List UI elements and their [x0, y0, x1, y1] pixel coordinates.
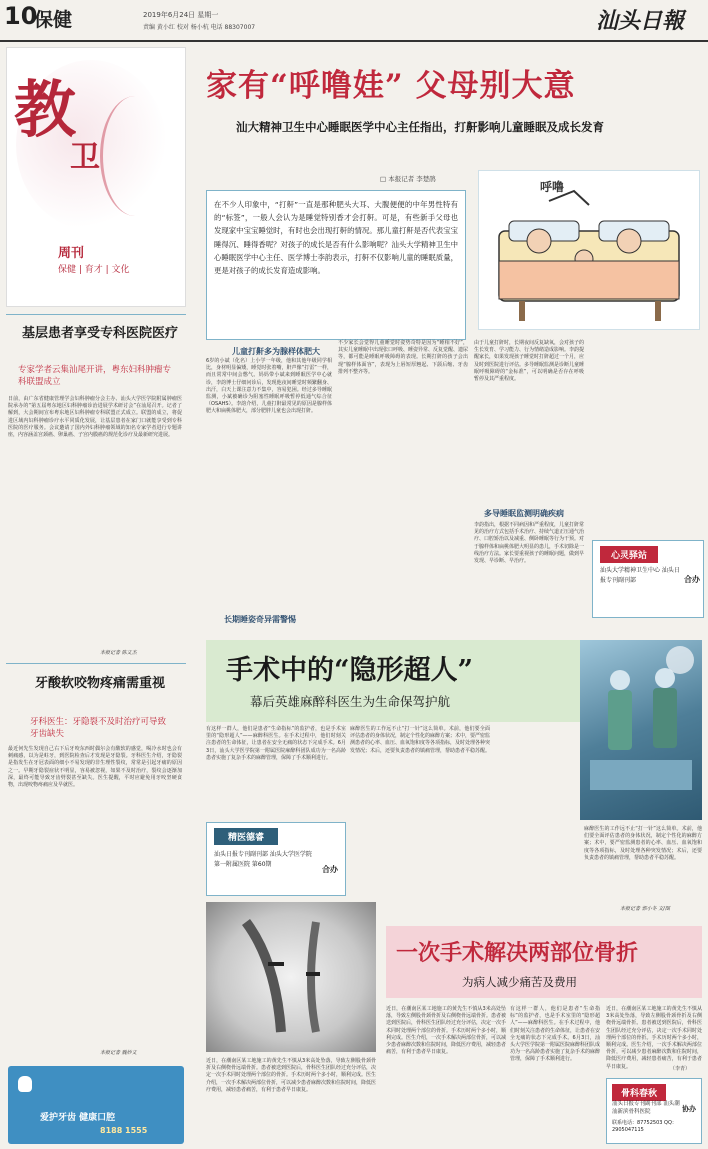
masthead-tags: 保健 | 育才 | 文化: [58, 265, 130, 275]
masthead-swirl-icon: [100, 96, 170, 216]
a1-subtitle: 专家学者云集汕尾开讲，粤东妇科肿瘤专科联盟成立: [18, 365, 172, 387]
issue-date: 2019年6月24日 星期一: [143, 11, 219, 19]
surgery-body1: 有这样一群人，他们是患者“生命指标”的监护者，也是手术室里的“隐形超人”——麻醉科医生。在手术过程中，他们时刻关注患者的生命体征，让患者在安全无痛的状态下完成手术。6月3日，汕头大学医学院第一附属医院麻醉科团队成功为一名高龄患者实施了复杂手术的麻醉管理，保障了手术顺利进行。: [206, 726, 346, 761]
surgery-subtitle: 幕后英雄麻醉科医生为生命保驾护航: [250, 694, 451, 709]
lead-body4b: [590, 340, 702, 540]
a1-title: 基层患者享受专科医院医疗: [21, 326, 178, 341]
masthead-char-main: 教: [14, 73, 77, 146]
lead-sub2: 长期睡姿奇异需警惕: [224, 615, 296, 624]
left-col-divider: [6, 314, 186, 315]
a2-byline: 本报记者 魏妙文: [100, 1050, 137, 1056]
fracture-body4: 近日，在潮南区某工地施工的黄先生不慎从3米高处坠落，导致左侧股骨颈骨折及右侧桡骨远端骨折。患者被送到医院后，骨科医生团队经过充分评估，决定一次手术同时处理两个部位的骨折。手术历时两个多小时，顺利完成。医生介绍，一次手术解决两部位骨折，可以减少患者麻醉次数和住院时间，降低医疗费用，减轻患者痛苦，有利于患者早日康复。: [606, 1006, 702, 1070]
fracture-byline: （李青）: [670, 1066, 691, 1072]
lead-subtitle: 汕大精神卫生中心睡眠医学中心主任指出，打鼾影响儿童睡眠及成长发育: [236, 120, 604, 134]
fracture-body3: 有这样一群人，他们是患者“生命指标”的监护者，也是手术室里的“隐形超人”——麻醉科医生。在手术过程中，他们时刻关注患者的生命体征，让患者在安全无痛的状态下完成手术。6月3日，汕头大学医学院第一附属医院麻醉科团队成功为一名高龄患者实施了复杂手术的麻醉管理，保障了手术顺利进行。: [510, 1006, 601, 1063]
xinling-org: 合办: [684, 575, 700, 584]
jingyi-label: 精医德睿: [214, 828, 278, 845]
guke-org: 协办: [682, 1105, 696, 1113]
lead-body2: 不少家长会觉得儿童睡觉时姿势奇特是因为“睡相不好”，其实儿童睡眠中出现张口呼吸、睡姿异常、反复觉醒、遗尿等，都可能是睡眠呼吸障碍的表现。长期打鼾的孩子会出现“腺样体面容”，表现为上唇短厚翘起、下颌后缩、牙齿排列不整齐等。: [338, 340, 469, 375]
xinling-label: 心灵驿站: [600, 546, 658, 563]
fracture-body: 近日，在潮南区某工地施工的黄先生不慎从3米高处坠落，导致左侧股骨颈骨折及右侧桡骨远端骨折。患者被送到医院后，骨科医生团队经过充分评估，决定一次手术同时处理两个部位的骨折。手术历时两个多小时，顺利完成。医生介绍，一次手术解决两部位骨折，可以减少患者麻醉次数和住院时间，降低医疗费用，减轻患者痛苦，有利于患者早日康复。: [206, 1058, 377, 1093]
fracture-body2: 近日，在潮南区某工地施工的黄先生不慎从3米高处坠落，导致左侧股骨颈骨折及右侧桡骨远端骨折。患者被送到医院后，骨科医生团队经过充分评估，决定一次手术同时处理两个部位的骨折。手术历时两个多小时，顺利完成。医生介绍，一次手术解决两部位骨折，可以减少患者麻醉次数和住院时间，降低医疗费用，减轻患者痛苦，有利于患者早日康复。: [386, 1006, 507, 1056]
a2-title: 牙酸软咬物疼痛需重视: [34, 676, 165, 691]
xinling-partners: 汕头大学精神卫生中心 汕头日报专刊副刊部: [600, 567, 680, 584]
surgery-photo: [580, 640, 702, 820]
cartoon-speech: 呼噜: [540, 180, 565, 194]
surgeon-figures-svg: [580, 640, 702, 820]
fracture-subtitle: 为病人减少痛苦及费用: [462, 975, 577, 989]
xray-image: [206, 902, 376, 1052]
surgery-title: 手术中的“隐形超人”: [226, 655, 474, 686]
jingyi-org: 合办: [322, 865, 338, 874]
header-rule: [0, 40, 708, 42]
a1-body: 日前，由广东省健康管理学会妇科肿瘤分会主办、汕头大学医学院附属肿瘤医院承办的“第五届粤东地区妇科肿瘤诊治进展学术研讨会”在汕尾召开。记者了解到，大会期间宣布粤东地区妇科肿瘤专科联盟正式成立。联盟的成立，将促进区域内妇科肿瘤诊疗水平同质化发展，让基层患者在家门口就能享受到专科医院的医疗服务。会议邀请了国内外妇科肿瘤领域的知名专家学者进行专题讲座，内容涵盖宫颈癌、卵巢癌、子宫内膜癌的规范化诊疗及最新研究进展。: [8, 396, 182, 439]
section-title: 保健: [34, 9, 73, 31]
a2-body: 最近何先生发现自己右下后牙咬东西时偶尔会有酸软的感觉，喝冷水时也会有刺痛感，以为是蛀牙，到医院检查后才发现是牙隐裂。牙科医生介绍，牙隐裂是指发生在牙冠表面的细小不易发现的非生理性裂纹，常常是引起牙痛的原因之一。早期牙隐裂症状不明显，容易被忽视，如果不及时治疗，裂纹会逐渐加深，最终可能导致牙齿劈裂甚至缺失。医生提醒，平时应避免用牙咬坚硬食物，出现咬物疼痛应及早就医。: [8, 746, 182, 789]
guke-label: 骨科春秋: [612, 1084, 666, 1101]
lead-body3: 由于儿童打鼾时，长期夜间反复缺氧，会对孩子的生长发育、学习能力、行为情绪造成影响。李韵提醒家长，如果发现孩子睡觉时打鼾超过一个月，应及时到医院进行评估。多导睡眠监测是诊断儿童睡眠呼吸障碍的“金标准”，可以明确是否存在呼吸暂停及其严重程度。: [474, 340, 585, 383]
lead-title: 家有“呼噜娃” 父母别大意: [206, 68, 576, 104]
dental-ad: [8, 1066, 184, 1144]
jingyi-partners: 汕头日报专刊副刊部 汕头大学医学院第一附属医院 第60期: [214, 851, 312, 868]
ad-tooth-icon: [18, 1076, 32, 1092]
lead-body4: 李韵指出，根据不同病因和严重程度，儿童打鼾常见的治疗方式包括手术治疗、持续气道正压通气治疗、口腔矫治以及减重、侧卧睡眠等行为干预。对于腺样体和扁桃体肥大明显的患儿，手术切除是一线治疗方法。家长要重视孩子的睡眠问题，做到早发现、早诊断、早治疗。: [474, 522, 585, 565]
surgery-body2: 麻醉医生的工作远不止“打一针”这么简单。术前，他们要全面评估患者的身体状况，制定个性化的麻醉方案；术中，要严密监测患者的心率、血压、血氧饱和度等各项指标，及时处理各种突发情况；术后，还要负责患者的镇痛管理，帮助患者平稳苏醒。: [350, 726, 491, 754]
newspaper-logo: 汕头日報: [596, 8, 685, 34]
guke-contact: 联系电话：87752503 QQ：2905047115: [612, 1120, 677, 1133]
xray-bone-svg: [206, 902, 376, 1052]
cartoon-svg: [479, 171, 701, 331]
fracture-title: 一次手术解决两部位骨折: [396, 940, 639, 966]
lead-sub1: 儿童打鼾多为腺样体肥大: [232, 347, 320, 356]
surgery-body4: 麻醉医生的工作远不止“打一针”这么简单。术前，他们要全面评估患者的身体状况，制定个性化的麻醉方案；术中，要严密监测患者的心率、血压、血氧饱和度等各项指标，及时处理各种突发情况；术后，还要负责患者的镇痛管理，帮助患者平稳苏醒。: [584, 826, 702, 861]
left-col-divider-2: [6, 663, 186, 664]
lead-intro: 在不少人印象中，“打鼾”一直是那种肥头大耳、大腹便便的中年男性特有的“标签”，一般人会认为是睡觉特别香才会打鼾。可是，有些新手父母也发现家中宝宝睡觉时，有时也会出现打鼾的情况。那儿童打鼾是否代表宝宝睡得沉、睡得香呢？对孩子的成长是否有什么影响呢？汕头大学精神卫生中心睡眠医学中心主任、医学博士李韵表示，打鼾不仅影响儿童的睡眠质量，更是对孩子的成长发育造成影响。: [214, 200, 458, 276]
masthead-char-sub: 卫: [70, 140, 100, 175]
a1-byline: 本报记者 陈文杰: [100, 650, 137, 656]
lead-body1: 6岁的小斌（化名）上小学一年级，他和其他年级同学相比，身材明显偏矮，睡觉时张着嘴，鼾声像“打雷”一样，而且常常中间会憋气。妈妈带小斌来到睡眠医学中心就诊，李韵博士仔细问诊后，发现他夜间睡觉时频繁翻身、出汗，白天上课注意力不集中，容易犯困。经过多导睡眠监测，小斌被确诊为阻塞性睡眠呼吸暂停低通气综合征（OSAHS）。李韵介绍，儿童打鼾最常见的原因是腺样体肥大和扁桃体肥大，部分肥胖儿童也会出现打鼾。: [206, 358, 332, 415]
ad-phone: 8188 1555: [100, 1126, 148, 1135]
ad-title: 爱护牙齿 健康口腔: [40, 1113, 116, 1123]
guke-partners: 汕头日报专刊副刊部 汕头潮汕新滨骨科医院: [612, 1101, 680, 1115]
a2-subtitle: 牙科医生：牙隐裂不及时治疗可导致牙齿缺失: [30, 717, 167, 739]
page-number: 10: [4, 2, 38, 30]
lead-sub3: 多导睡眠监测明确疾病: [484, 509, 564, 518]
surgery-byline: 本报记者 郭小冬 文/图: [620, 906, 670, 912]
cartoon-illustration: [478, 170, 700, 330]
lead-byline: □ 本报记者 李楚鹃: [380, 175, 436, 183]
surgery-body3: [496, 726, 576, 826]
masthead-weekly: 周刊: [58, 246, 85, 261]
staff-credits: 责编 黄小红 校对 杨小杭 电话 88307007: [143, 24, 256, 31]
